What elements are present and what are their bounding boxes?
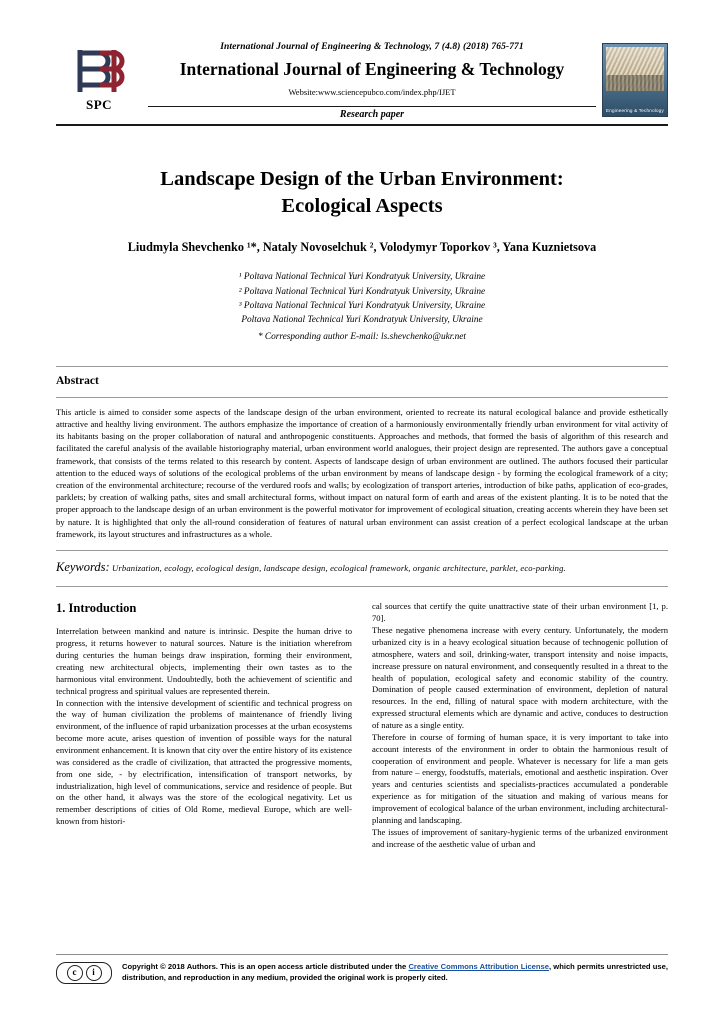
section-heading-introduction: 1. Introduction: [56, 601, 137, 616]
title-block: [56, 166, 668, 342]
license-text-before: Copyright © 2018 Authors. This is an open access article distributed under the: [122, 962, 409, 971]
paper-type: Research paper: [148, 106, 596, 120]
affiliation-item: ² Poltava National Technical Yuri Kondratyuk University, Ukraine: [238, 286, 486, 297]
corresponding-author: * Corresponding author E-mail: ls.shevchenko@ukr.net: [257, 331, 467, 342]
paragraph: cal sources that certify the quite unattractive state of their urban environment [1, p. 70].: [372, 601, 668, 624]
paragraph: Interrelation between mankind and nature is intrinsic. Despite the human drive to progress, it returns however to natural sources. Nature is the initiation wherefrom during centuries the human beings draw inspiration, forming their environment, creating new architectural objects, implementing their own tastes as to the harmonious vital environment. Undoubtedly, both the achievement of scientific and technical progress and spiritual values are represented therein.: [56, 626, 352, 696]
creative-commons-icon: [56, 962, 112, 984]
publisher-logo-label: SPC: [85, 97, 113, 112]
spc-logo-icon: [68, 47, 130, 95]
cover-caption: Engineering & Technology: [605, 108, 665, 114]
keywords-text: Urbanization, ecology, ecological design, landscape design, ecological framework, organic architecture, parklet, eco-parking.: [112, 562, 566, 573]
affiliation-item: ³ Poltava National Technical Yuri Kondratyuk University, Ukraine: [238, 300, 486, 311]
journal-cover-thumbnail: [602, 43, 668, 117]
publisher-logo: [56, 40, 142, 120]
abstract-heading: Abstract: [56, 374, 99, 387]
keywords-line: [56, 559, 668, 577]
affiliation-item: Poltava National Technical Yuri Kondratyuk University, Ukraine: [241, 315, 483, 326]
affiliation-list: [56, 270, 668, 328]
license-link[interactable]: Creative Commons Attribution License: [408, 962, 549, 971]
cc-mark: c: [67, 965, 83, 981]
keywords-label: Keywords:: [56, 559, 110, 574]
right-column: [372, 601, 668, 850]
article-title-line-2: Ecological Aspects: [281, 195, 443, 218]
journal-title: International Journal of Engineering & Technology: [179, 59, 565, 79]
author-list: Liudmyla Shevchenko ¹*, Nataly Novoselchuk ², Volodymyr Toporkov ³, Yana Kuznietsova: [127, 240, 597, 255]
journal-citation: International Journal of Engineering & Technology, 7 (4.8) (2018) 765-771: [220, 42, 524, 52]
abstract-top-divider: [56, 366, 668, 367]
body-columns: [56, 601, 668, 850]
abstract-inner-divider: [56, 397, 668, 398]
article-title: [56, 166, 668, 220]
article-title-line-1: Landscape Design of the Urban Environment:: [160, 168, 564, 190]
masthead-center: [142, 40, 602, 120]
masthead: [56, 40, 668, 126]
license-text: [122, 962, 668, 984]
affiliation-item: ¹ Poltava National Technical Yuri Kondratyuk University, Ukraine: [238, 272, 486, 283]
paragraph: The issues of improvement of sanitary-hygienic terms of the urbanized environment and increase of the aesthetic value of urban and: [372, 826, 668, 849]
license-text-after: , which permits unrestricted use, distribution, and reproduction in any medium, provided the original work is properly cited.: [122, 962, 668, 982]
paragraph: Therefore in course of forming of human space, it is very important to take into account interests of the environment in order to obtain the harmonious result of cooperation of environment and people. Whatever is necessary for life a man gets from nature – energy, foodstuffs, materials, emotional and aesthetic inspiration. Over years and centuries scientists and specialists-practices accumulated a ponderable experience as for mitigation of the situation and making of various means for improvement of ecological balance of the urban environment, including architectural-planning and landscaping.: [372, 731, 668, 825]
paragraph: These negative phenomena increase with every century. Unfortunately, the modern urbanized city is in a heavy ecological situation because of technogenic pollution of atmosphere, waters and soil, drinking-water, transport intensity and noise impacts, increase pressure on natural environment, and consequently resulted in a threat to the health of population, ecological safety and economic stability of the country. Domination of people caused extermination of environment, depletion of natural resources. In the end, filling of natural space with modern architecture, with the expressed structural elements which are dynamic and active, conduces to destruction of nature as a single entity.: [372, 625, 668, 731]
keywords-bottom-divider: [56, 586, 668, 587]
cover-photo: [606, 47, 664, 91]
left-column: [56, 601, 352, 850]
journal-website[interactable]: Website:www.sciencepubco.com/index.php/IJET: [288, 87, 456, 97]
license-footer: [56, 954, 668, 984]
cc-by-mark: i: [86, 965, 102, 981]
keywords-top-divider: [56, 550, 668, 551]
paragraph: In connection with the intensive development of scientific and technical progress on the way of human civilization the problems of maintenance of friendly living environment, of the influence of rapid urbanization processes at the urban ecosystems become more acute, arises question of invention of possible ways for the natural environment enhancement. It is known that city over the entire history of its existence was considered as the cradle of civilization, that attracted the progressive moments, from one side, - by electrification, intensification of transport networks, by industrialization, high level of communications, service and residence of people. But on the other hand, it always was the store of the ecological negativity. Let us remember descriptions of cities of Old Rome, medieval Europe, which are well-known from histori-: [56, 697, 352, 827]
abstract-text: This article is aimed to consider some aspects of the landscape design of the urban environment, oriented to recreate its natural ecological balance and provide esthetically attractive and healthy living environment. The authors emphasize the importance of creation of a harmoniously environmentally friendly urban environment for vital activity of its habitants basing on the proper collaboration of natural and anthropogenic constituents. Approaches and methods, that formed the basis of algorithm of this research and facilitated the careful analysis of the available historiography material, urban environment world analogues, their project design are represented. The authors gave a conceptual framework, that consists of the terms related to this research by content. Aspects of landscape design of urban environment are outlined. The authors focused their particular attention to the educed ways of solutions of the ecological problems of the urban environment by means of landscape design - by forming the ecological framework of a city; creation of the environmental architecture; recourse of the verdured roofs and walls; by ecologization of transport arteries, introduction of bike paths, application of eco-grades, parklets; by creation of walking paths, sites and small architectural forms, without impact on natural form of earth and areas of the existent planting. It is to be noted that the proper approach to the landscape design of an urban environment is the powerful motivator for improvement of ecological situation, creating accents wherein they have been set by nature. It is highlighted that only the all-round consideration of features of natural urban environment can assist creation of a perfect ecological landscape at the urban framework, its layout structures and infrastructures as a whole.: [56, 406, 668, 539]
